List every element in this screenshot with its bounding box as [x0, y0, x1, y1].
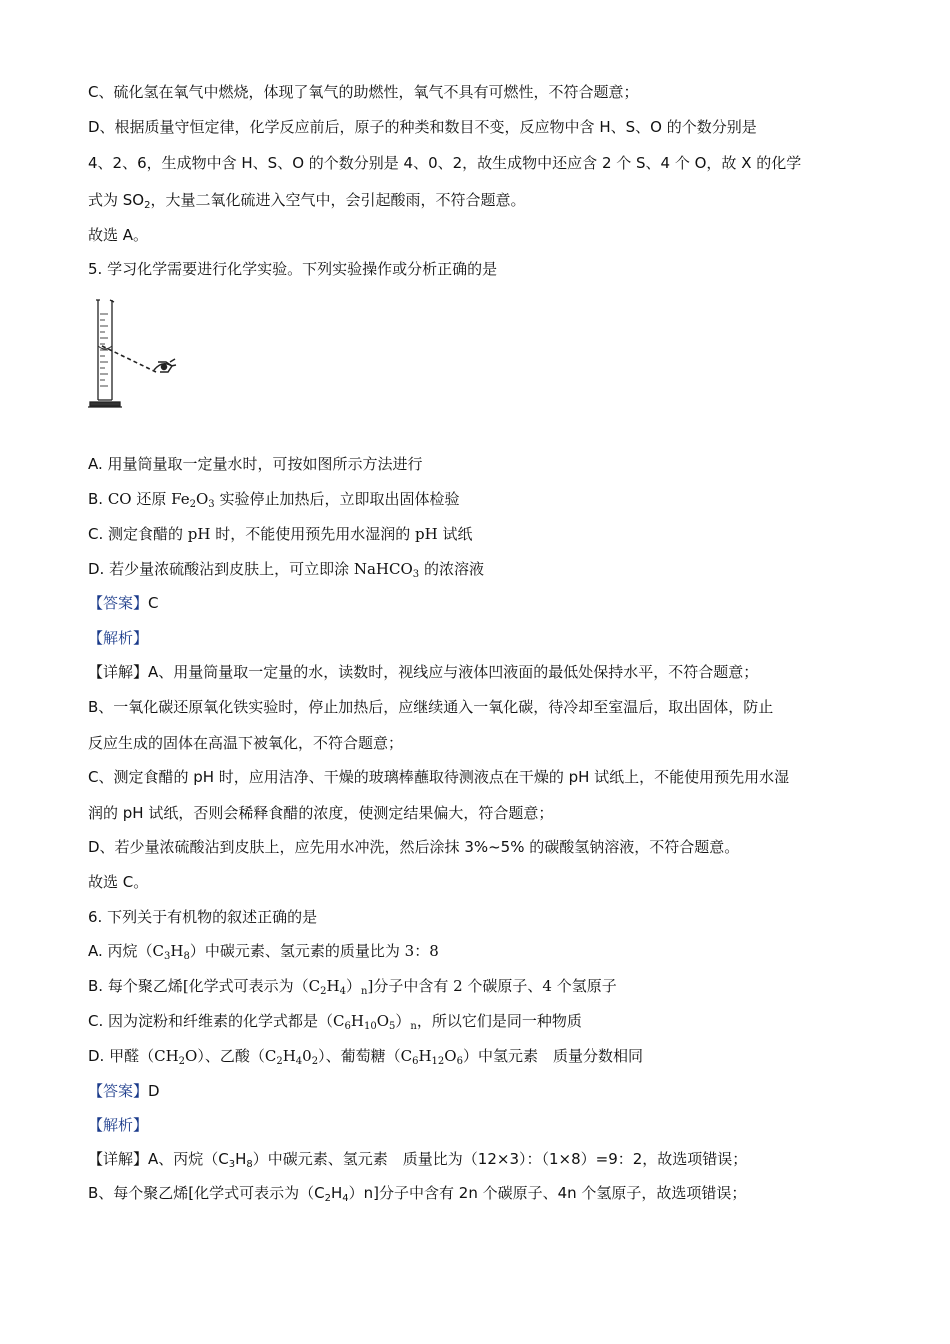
- q6-answer: 【答案】D: [88, 1082, 160, 1100]
- q5-option-b: B. CO 还原 $Fe_2O_3$ 实验停止加热后，立即取出固体检验: [88, 490, 460, 510]
- q5-detail-a: 【详解】A、用量筒量取一定量的水，读数时，视线应与液体凹液面的最低处保持水平，不符合题意；: [88, 663, 759, 681]
- graduated-cylinder-figure: [86, 296, 186, 412]
- eye-icon: [154, 359, 176, 372]
- q5-detail-c-line2: 润的 pH 试纸，否则会稀释食醋的浓度，使测定结果偏大，符合题意；: [88, 804, 554, 822]
- q5-answer: 【答案】C: [88, 594, 159, 612]
- q5-analysis-tag: 【解析】: [88, 629, 149, 647]
- q6-option-b: B. 每个聚乙烯[化学式可表示为$(C_2H_4)_n$]分子中含有 2 个碳原子、4 个氢原子: [88, 977, 617, 997]
- q6-option-d: D. 甲醛$(CH_2O)$、乙酸$(C_2H_40_2)$、葡萄糖$(C_6H_{12}O_6)$中氢元素 质量分数相同: [88, 1047, 643, 1067]
- q6-option-a: A. 丙烷$(C_3H_8)$中碳元素、氢元素的质量比为 3：8: [88, 942, 439, 962]
- q6-stem: 6. 下列关于有机物的叙述正确的是: [88, 908, 318, 926]
- prev-choice: 故选 A。: [88, 226, 149, 244]
- detail-tag: 【详解】: [88, 1150, 149, 1168]
- prev-option-d-analysis-line3: 式为 $SO_2$，大量二氧化硫进入空气中，会引起酸雨，不符合题意。: [88, 191, 526, 211]
- answer-tag: 【答案】: [88, 594, 149, 612]
- q5-option-d: D. 若少量浓硫酸沾到皮肤上，可立即涂 NaHCO$_3$ 的浓溶液: [88, 560, 484, 580]
- q6-analysis-tag: 【解析】: [88, 1116, 149, 1134]
- q5-detail-d: D、若少量浓硫酸沾到皮肤上，应先用水冲洗，然后涂抹 3%~5% 的碳酸氢钠溶液，不符合题意。: [88, 838, 740, 856]
- q5-choice: 故选 C。: [88, 873, 149, 891]
- q5-stem: 5. 学习化学需要进行化学实验。下列实验操作或分析正确的是: [88, 260, 498, 278]
- sight-line: [102, 346, 156, 372]
- answer-tag: 【答案】: [88, 1082, 149, 1100]
- q5-option-c: C. 测定食醋的 pH 时，不能使用预先用水湿润的 pH 试纸: [88, 525, 473, 543]
- q6-detail-b: B、每个聚乙烯[化学式可表示为$(C_2H_4)n$]分子中含有 2n 个碳原子、4n 个氢原子，故选项错误；: [88, 1184, 747, 1204]
- cylinder-scale-marks: [100, 314, 108, 386]
- q5-option-a: A. 用量筒量取一定量水时，可按如图所示方法进行: [88, 455, 423, 473]
- prev-option-d-analysis-line1: D、根据质量守恒定律，化学反应前后，原子的种类和数目不变，反应物中含 H、S、O 的个数分别是: [88, 118, 757, 136]
- q5-detail-c-line1: C、测定食醋的 pH 时，应用洁净、干燥的玻璃棒蘸取待测液点在干燥的 pH 试纸上，不能使用预先用水湿: [88, 768, 790, 786]
- q6-detail-a: 【详解】A、丙烷$(C_3H_8)$中碳元素、氢元素 质量比为（12×3）：（1×8）=9：2，故选项错误；: [88, 1150, 748, 1170]
- prev-option-d-analysis-line2: 4、2、6，生成物中含 H、S、O 的个数分别是 4、0、2，故生成物中还应含 2 个 S、4 个 O，故 X 的化学: [88, 154, 802, 172]
- q5-detail-b-line2: 反应生成的固体在高温下被氧化，不符合题意；: [88, 734, 404, 752]
- prev-option-c-analysis: C、硫化氢在氧气中燃烧，体现了氧气的助燃性，氧气不具有可燃性，不符合题意；: [88, 83, 639, 101]
- q6-option-c: C. 因为淀粉和纤维素的化学式都是$(C_6H_{10}O_5)_n$，所以它们是同一种物质: [88, 1012, 582, 1032]
- detail-tag: 【详解】: [88, 663, 149, 681]
- q5-detail-b-line1: B、一氧化碳还原氧化铁实验时，停止加热后，应继续通入一氧化碳，待冷却至室温后，取出固体，防止: [88, 698, 774, 716]
